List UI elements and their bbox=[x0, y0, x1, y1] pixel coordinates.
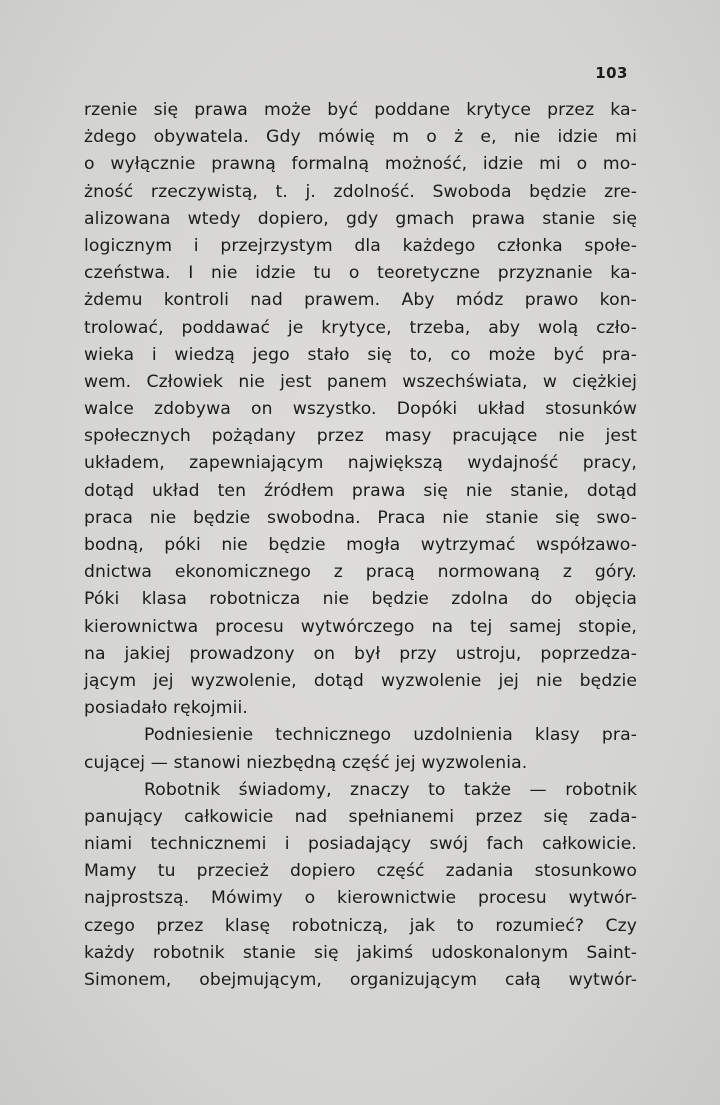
text-line: trolować, poddawać je krytyce, trzeba, aby wolą czło- bbox=[84, 317, 637, 338]
text-line: żność rzeczywistą, t. j. zdolność. Swoboda będzie zre- bbox=[84, 181, 637, 202]
text-line: czeństwa. I nie idzie tu o teoretyczne przyznanie ka- bbox=[84, 263, 637, 284]
body-text bbox=[84, 97, 637, 994]
text-line: wem. Człowiek nie jest panem wszechświata, w ciężkiej bbox=[84, 371, 637, 392]
text-line: posiadało rękojmii. bbox=[84, 698, 248, 719]
text-line: na jakiej prowadzony on był przy ustroju, poprzedza- bbox=[84, 643, 637, 664]
text-line: najprostszą. Mówimy o kierownictwie procesu wytwór- bbox=[84, 888, 637, 909]
text-line: logicznym i przejrzystym dla każdego członka społe- bbox=[84, 235, 637, 256]
text-line: niami technicznemi i posiadający swój fach całkowicie. bbox=[84, 834, 637, 855]
text-line: walce zdobywa on wszystko. Dopóki układ stosunków bbox=[84, 399, 637, 420]
text-line: kierownictwa procesu wytwórczego na tej samej stopie, bbox=[84, 616, 637, 637]
text-line: Póki klasa robotnicza nie będzie zdolna do objęcia bbox=[84, 589, 637, 610]
text-line: układem, zapewniającym największą wydajność pracy, bbox=[84, 453, 637, 474]
text-line: bodną, póki nie będzie mogła wytrzymać współzawo- bbox=[84, 535, 637, 555]
text-line: Podniesienie technicznego uzdolnienia klasy pra- bbox=[144, 725, 637, 746]
text-line: każdy robotnik stanie się jakimś udoskonalonym Saint- bbox=[84, 942, 637, 963]
text-line: panujący całkowicie nad spełnianemi przez się zada- bbox=[84, 806, 637, 827]
text-line: żdego obywatela. Gdy mówię m o ż e, nie idzie mi bbox=[84, 127, 637, 148]
text-line: wieka i wiedzą jego stało się to, co może być pra- bbox=[84, 344, 637, 365]
text-line: o wyłącznie prawną formalną możność, idzie mi o mo- bbox=[84, 154, 637, 175]
text-line: rzenie się prawa może być poddane krytyce przez ka- bbox=[84, 100, 637, 120]
text-line: Simonem, obejmującym, organizującym całą wytwór- bbox=[84, 970, 637, 990]
text-line: praca nie będzie swobodna. Praca nie stanie się swo- bbox=[84, 507, 637, 528]
text-line: społecznych pożądany przez masy pracujące nie jest bbox=[84, 426, 637, 447]
page-number: 103 bbox=[595, 64, 628, 82]
text-line: Robotnik świadomy, znaczy to także — robotnik bbox=[144, 779, 637, 800]
text-line: dotąd układ ten źródłem prawa się nie stanie, dotąd bbox=[84, 480, 637, 501]
text-line: dnictwa ekonomicznego z pracą normowaną z góry. bbox=[84, 562, 637, 583]
text-line: czego przez klasę robotniczą, jak to rozumieć? Czy bbox=[84, 915, 637, 936]
text-line: jącym jej wyzwolenie, dotąd wyzwolenie jej nie będzie bbox=[84, 670, 637, 691]
text-line: Mamy tu przecież dopiero część zadania stosunkowo bbox=[84, 861, 637, 882]
text-line: żdemu kontroli nad prawem. Aby módz prawo kon- bbox=[84, 290, 637, 311]
text-line: alizowana wtedy dopiero, gdy gmach prawa stanie się bbox=[84, 208, 637, 229]
text-line: cującej — stanowi niezbędną część jej wyzwolenia. bbox=[84, 752, 528, 773]
